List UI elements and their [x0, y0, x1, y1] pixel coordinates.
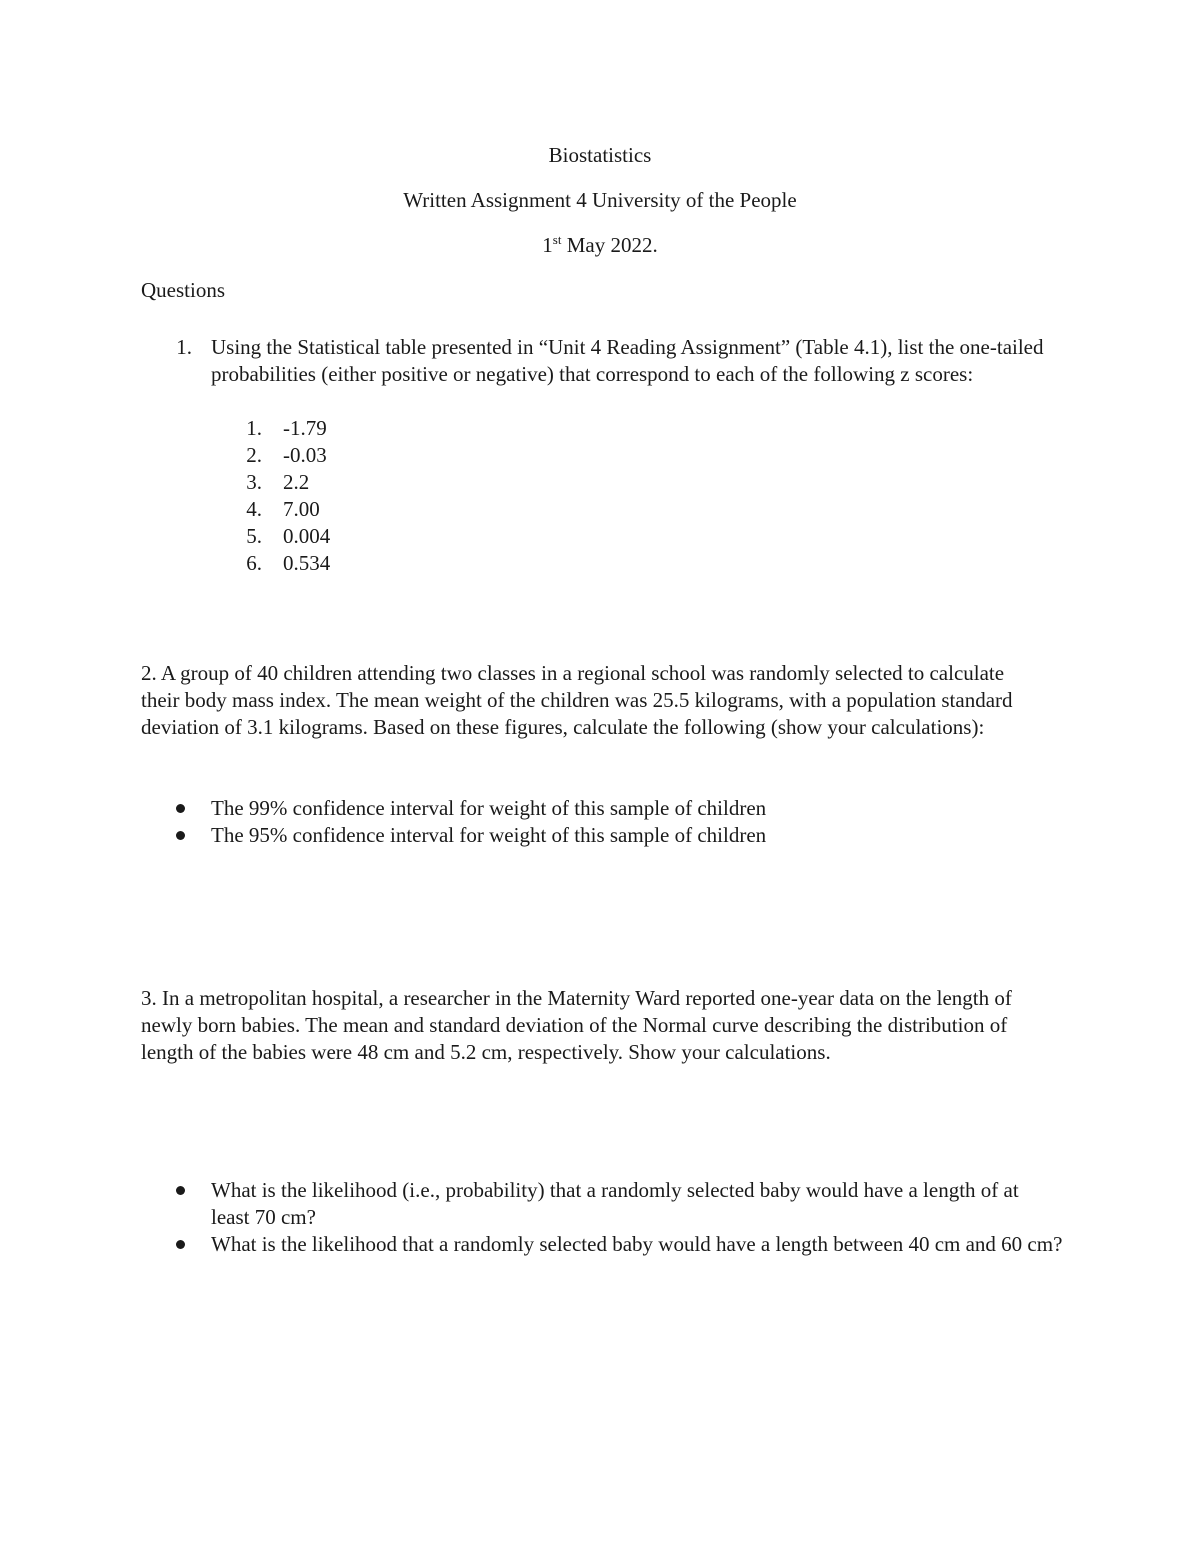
q3-bullet-text: What is the likelihood that a randomly selected baby would have a length between 40 cm and 60 cm? — [211, 1232, 1063, 1256]
q3-text: 3. In a metropolitan hospital, a researcher in the Maternity Ward reported one-year data on the length of newly born babies. The mean and standard deviation of the Normal curve describing the distribution of length of the babies were 48 cm and 5.2 cm, respectively. Show your calculations. — [141, 986, 1012, 1064]
bullet-icon — [176, 1240, 185, 1249]
q1-subitem-value: 2.2 — [283, 470, 310, 494]
q1-number: 1. — [176, 335, 192, 359]
q2-bullet-text: The 99% confidence interval for weight of this sample of children — [211, 796, 767, 820]
q1-subitem-number: 4. — [246, 497, 262, 521]
bullet-icon — [176, 831, 185, 840]
q1-subitem-value: -1.79 — [283, 416, 327, 440]
date-day: 1 — [542, 233, 553, 257]
q1-subitem-number: 6. — [246, 551, 262, 575]
q1-subitem-value: 7.00 — [283, 497, 320, 521]
q1-subitem-number: 3. — [246, 470, 262, 494]
q2-bullet-text: The 95% confidence interval for weight of this sample of children — [211, 823, 767, 847]
q1-text: Using the Statistical table presented in “Unit 4 Reading Assignment” (Table 4.1), list the one-tailed probabilities (either positive or negative) that correspond to each of the following z scores: — [211, 335, 1044, 386]
q1-subitem-number: 1. — [246, 416, 262, 440]
q1-subitem-value: -0.03 — [283, 443, 327, 467]
section-heading: Questions — [141, 278, 225, 302]
bullet-icon — [176, 1186, 185, 1195]
q2-text: 2. A group of 40 children attending two classes in a regional school was randomly selected to calculate their body mass index. The mean weight of the children was 25.5 kilograms, with a population standard deviation of 3.1 kilograms. Based on these figures, calculate the following (show your calculations): — [141, 661, 1013, 739]
date-suffix: st — [552, 232, 562, 247]
q1-subitem-number: 2. — [246, 443, 262, 467]
q3-bullet-text: What is the likelihood (i.e., probability) that a randomly selected baby would have a length of at least 70 cm? — [211, 1178, 1019, 1229]
document-subtitle: Written Assignment 4 University of the People — [403, 188, 797, 212]
bullet-icon — [176, 804, 185, 813]
date-rest: May 2022. — [561, 233, 658, 257]
document-title: Biostatistics — [548, 143, 652, 167]
q1-subitem-value: 0.534 — [283, 551, 331, 575]
document-date — [0, 232, 1200, 259]
q1-subitem-value: 0.004 — [283, 524, 331, 548]
q1-subitem-number: 5. — [246, 524, 262, 548]
